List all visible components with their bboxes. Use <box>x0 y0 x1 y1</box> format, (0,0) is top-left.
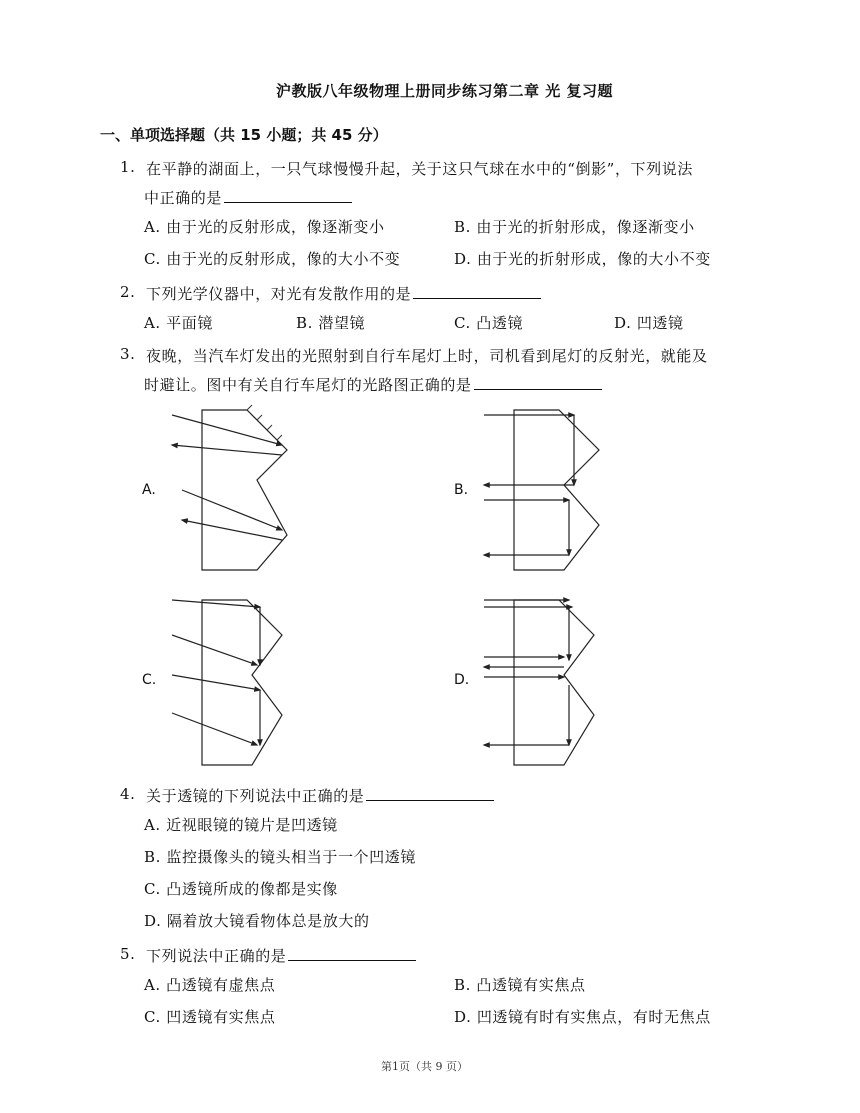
question-1-stem-line2: 中正确的是 <box>144 187 352 208</box>
question-2-option-d[interactable]: D. 凹透镜 <box>614 314 684 332</box>
question-2-number: 2. <box>120 283 136 301</box>
question-1-option-d[interactable]: D. 由于光的折射形成，像的大小不变 <box>454 250 711 268</box>
question-3-option-d[interactable]: D. <box>454 672 470 688</box>
answer-blank[interactable] <box>224 188 352 203</box>
answer-blank[interactable] <box>413 284 541 299</box>
question-1-option-c[interactable]: C. 由于光的反射形成，像的大小不变 <box>144 250 401 268</box>
question-3-option-c[interactable]: C. <box>142 672 157 688</box>
section-heading: 一、单项选择题（共 15 小题；共 45 分） <box>100 126 388 144</box>
answer-blank[interactable] <box>366 786 494 801</box>
question-2-option-a[interactable]: A. 平面镜 <box>144 314 213 332</box>
page-footer: 第1页（共 9 页） <box>381 1060 468 1073</box>
answer-blank[interactable] <box>288 946 416 961</box>
question-1-stem: 在平静的湖面上，一只气球慢慢升起，关于这只气球在水中的“倒影”，下列说法 <box>146 160 693 178</box>
diagram-d <box>484 595 614 770</box>
question-3-stem: 夜晚，当汽车灯发出的光照射到自行车尾灯上时，司机看到尾灯的反射光，就能及 <box>146 347 708 365</box>
diagram-b <box>484 405 614 575</box>
question-5-stem: 下列说法中正确的是 <box>146 945 416 966</box>
question-3-number: 3. <box>120 345 136 363</box>
question-5-option-a[interactable]: A. 凸透镜有虚焦点 <box>144 976 276 994</box>
question-1-number: 1. <box>120 158 136 176</box>
question-4-stem: 关于透镜的下列说法中正确的是 <box>146 785 494 806</box>
question-4-number: 4. <box>120 785 136 803</box>
question-2-option-c[interactable]: C. 凸透镜 <box>454 314 524 332</box>
question-3-option-b[interactable]: B. <box>454 482 469 498</box>
question-5-option-d[interactable]: D. 凹透镜有时有实焦点，有时无焦点 <box>454 1008 711 1026</box>
question-4-option-b[interactable]: B. 监控摄像头的镜头相当于一个凹透镜 <box>144 848 416 866</box>
question-3-stem-line2: 时避让。图中有关自行车尾灯的光路图正确的是 <box>144 374 602 395</box>
diagram-a <box>172 405 302 575</box>
question-4-option-a[interactable]: A. 近视眼镜的镜片是凹透镜 <box>144 816 338 834</box>
question-2-stem: 下列光学仪器中，对光有发散作用的是 <box>146 283 541 304</box>
question-1-option-b[interactable]: B. 由于光的折射形成，像逐渐变小 <box>454 218 695 236</box>
question-5-option-b[interactable]: B. 凸透镜有实焦点 <box>454 976 586 994</box>
diagram-c <box>172 595 302 770</box>
question-3-option-a[interactable]: A. <box>142 482 156 498</box>
question-1-option-a[interactable]: A. 由于光的反射形成，像逐渐变小 <box>144 218 385 236</box>
question-5-option-c[interactable]: C. 凹透镜有实焦点 <box>144 1008 276 1026</box>
question-5-number: 5. <box>120 945 136 963</box>
answer-blank[interactable] <box>474 375 602 390</box>
question-2-option-b[interactable]: B. 潜望镜 <box>296 314 366 332</box>
question-4-option-d[interactable]: D. 隔着放大镜看物体总是放大的 <box>144 912 370 930</box>
page-title: 沪教版八年级物理上册同步练习第二章 光 复习题 <box>276 82 613 100</box>
question-4-option-c[interactable]: C. 凸透镜所成的像都是实像 <box>144 880 338 898</box>
